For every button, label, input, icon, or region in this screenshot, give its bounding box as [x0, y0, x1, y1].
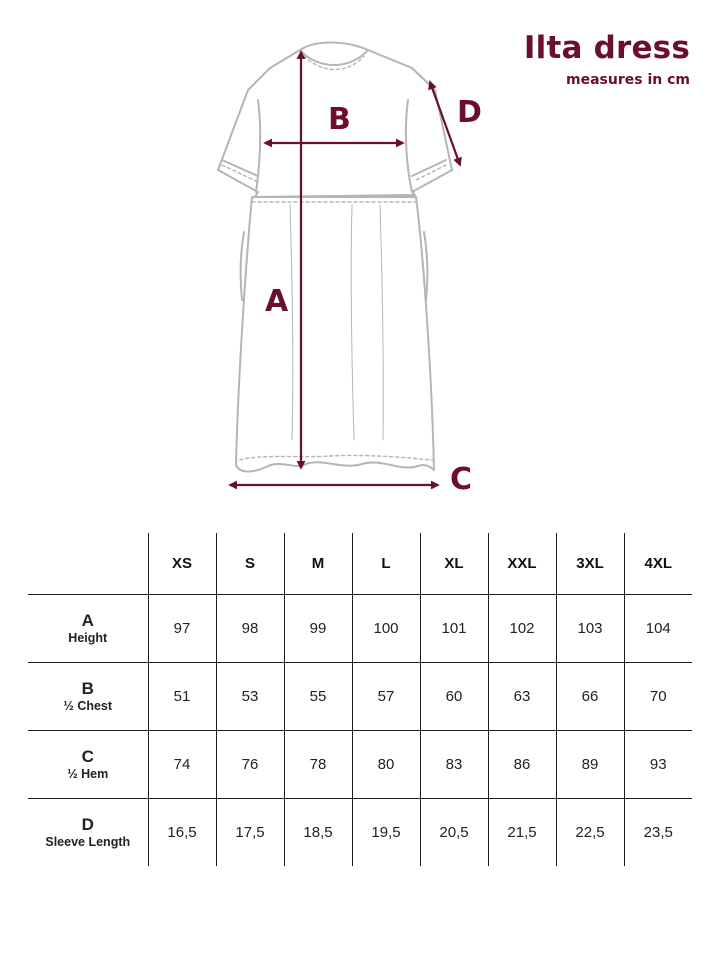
label-a: A [265, 284, 289, 319]
table-cell: 103 [556, 595, 624, 663]
row-letter: A [81, 610, 94, 630]
page-title: Ilta dress [523, 30, 690, 66]
size-table [28, 533, 692, 866]
table-cell: 83 [420, 731, 488, 799]
size-header: XXL [488, 533, 556, 595]
table-cell: 100 [352, 595, 420, 663]
arrow-d-sleeve [430, 82, 460, 165]
table-cell: 97 [148, 595, 216, 663]
table-cell: 23,5 [624, 799, 692, 867]
row-label [28, 731, 148, 799]
row-label [28, 799, 148, 867]
table-cell: 66 [556, 663, 624, 731]
row-letter: B [81, 678, 94, 698]
table-cell: 93 [624, 731, 692, 799]
table-cell: 21,5 [488, 799, 556, 867]
table-cell: 18,5 [284, 799, 352, 867]
row-name: ½ Hem [67, 766, 109, 781]
table-cell: 78 [284, 731, 352, 799]
table-cell: 74 [148, 731, 216, 799]
label-b: B [328, 102, 351, 137]
table-cell: 80 [352, 731, 420, 799]
row-label [28, 595, 148, 663]
row-name: ½ Chest [63, 698, 113, 713]
label-c: C [450, 462, 473, 497]
table-cell: 16,5 [148, 799, 216, 867]
table-cell: 20,5 [420, 799, 488, 867]
table-row [28, 731, 692, 799]
table-cell: 76 [216, 731, 284, 799]
size-header: M [284, 533, 352, 595]
header-empty-cell [28, 533, 148, 595]
table-cell: 51 [148, 663, 216, 731]
table-cell: 53 [216, 663, 284, 731]
table-row [28, 663, 692, 731]
table-cell: 19,5 [352, 799, 420, 867]
page-subtitle: measures in cm [566, 72, 690, 88]
row-name: Sleeve Length [45, 834, 131, 849]
row-label [28, 663, 148, 731]
table-cell: 89 [556, 731, 624, 799]
table-row [28, 799, 692, 867]
size-header-row [28, 533, 692, 595]
table-cell: 17,5 [216, 799, 284, 867]
size-header: XL [420, 533, 488, 595]
table-cell: 60 [420, 663, 488, 731]
table-cell: 63 [488, 663, 556, 731]
table-cell: 22,5 [556, 799, 624, 867]
row-letter: C [81, 746, 94, 766]
size-header: 3XL [556, 533, 624, 595]
table-cell: 101 [420, 595, 488, 663]
size-header: XS [148, 533, 216, 595]
row-name: Height [68, 630, 108, 645]
size-header: L [352, 533, 420, 595]
row-letter: D [81, 814, 94, 834]
size-header: S [216, 533, 284, 595]
table-cell: 99 [284, 595, 352, 663]
table-cell: 57 [352, 663, 420, 731]
size-header: 4XL [624, 533, 692, 595]
table-cell: 102 [488, 595, 556, 663]
table-row [28, 595, 692, 663]
table-cell: 86 [488, 731, 556, 799]
label-d: D [457, 95, 482, 130]
table-cell: 98 [216, 595, 284, 663]
table-cell: 104 [624, 595, 692, 663]
table-cell: 55 [284, 663, 352, 731]
table-cell: 70 [624, 663, 692, 731]
